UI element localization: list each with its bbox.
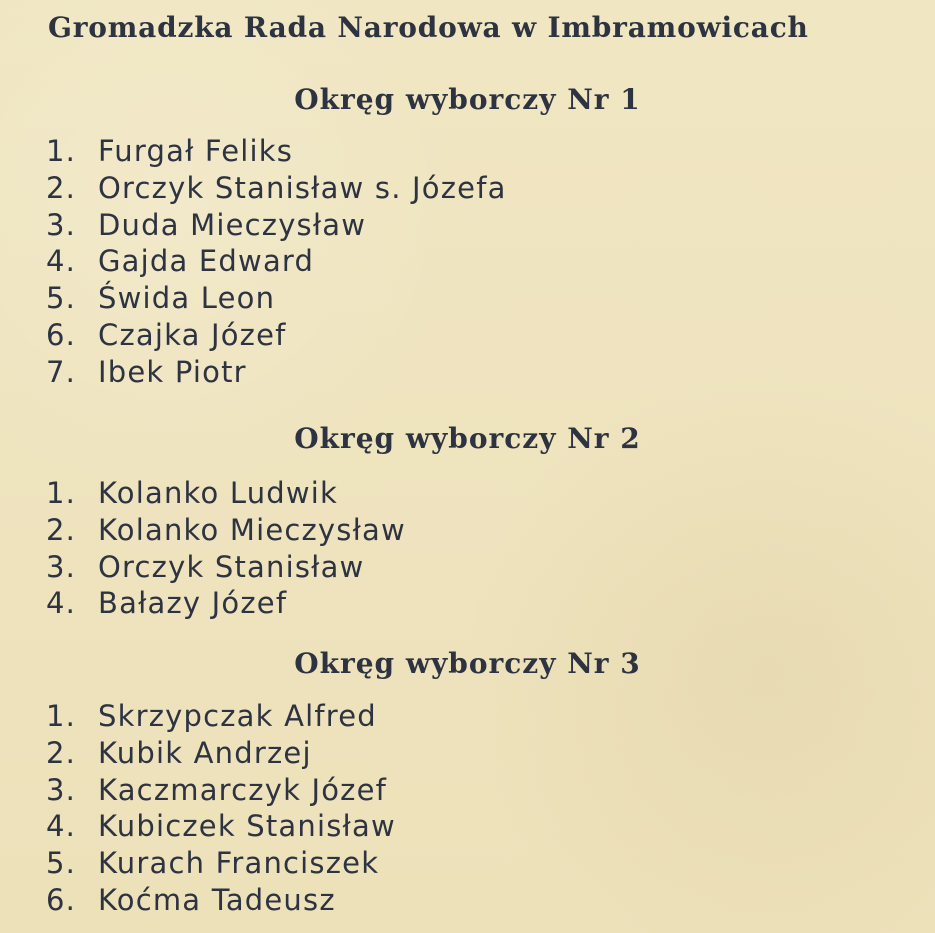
list-item <box>46 280 507 317</box>
item-number: 7. <box>46 354 77 389</box>
list-item <box>46 475 406 512</box>
item-number: 1. <box>46 134 77 168</box>
list-item <box>46 354 507 391</box>
member-name: Orczyk Stanisław <box>98 549 365 584</box>
item-number: 4. <box>46 809 77 844</box>
item-number: 4. <box>46 244 77 279</box>
item-number: 1. <box>46 476 77 510</box>
list-item <box>46 882 396 919</box>
list-item <box>46 512 406 549</box>
list-item <box>46 317 507 354</box>
member-name: Kurach Franciszek <box>98 846 380 881</box>
item-number: 3. <box>46 207 77 242</box>
member-name: Skrzypczak Alfred <box>98 699 377 733</box>
member-name: Kolanko Ludwik <box>98 476 339 510</box>
district-1-title: Okręg wyborczy Nr 1 <box>294 83 641 116</box>
list-item <box>46 170 507 207</box>
list-item <box>46 808 396 845</box>
item-number: 6. <box>46 882 77 917</box>
item-number: 6. <box>46 317 77 352</box>
member-name: Koćma Tadeusz <box>98 882 336 917</box>
member-name: Świda Leon <box>98 281 276 316</box>
item-number: 5. <box>46 281 77 316</box>
district-3-list <box>46 698 396 919</box>
district-1-list <box>46 133 507 391</box>
member-name: Duda Mieczysław <box>98 207 367 242</box>
member-name: Bałazy Józef <box>98 586 288 621</box>
list-item <box>46 207 507 244</box>
list-item <box>46 549 406 586</box>
item-number: 5. <box>46 846 77 881</box>
item-number: 3. <box>46 549 77 584</box>
member-name: Kolanko Mieczysław <box>98 512 406 547</box>
list-item <box>46 585 406 622</box>
list-item <box>46 133 507 170</box>
list-item <box>46 698 396 735</box>
member-name: Kubiczek Stanisław <box>98 809 396 844</box>
item-number: 2. <box>46 512 77 547</box>
member-name: Kaczmarczyk Józef <box>98 772 388 807</box>
member-name: Orczyk Stanisław s. Józefa <box>98 170 507 205</box>
member-name: Ibek Piotr <box>98 354 247 389</box>
member-name: Gajda Edward <box>98 244 315 279</box>
document-title: Gromadzka Rada Narodowa w Imbramowicach <box>48 11 809 44</box>
item-number: 3. <box>46 772 77 807</box>
item-number: 4. <box>46 586 77 621</box>
list-item <box>46 735 396 772</box>
member-name: Kubik Andrzej <box>98 735 312 770</box>
list-item <box>46 845 396 882</box>
list-item <box>46 772 396 809</box>
member-name: Furgał Feliks <box>98 134 294 168</box>
district-2-list <box>46 475 406 622</box>
item-number: 1. <box>46 699 77 733</box>
member-name: Czajka Józef <box>98 317 287 352</box>
item-number: 2. <box>46 735 77 770</box>
list-item <box>46 243 507 280</box>
district-3-title: Okręg wyborczy Nr 3 <box>294 647 641 680</box>
district-2-title: Okręg wyborczy Nr 2 <box>294 422 641 455</box>
item-number: 2. <box>46 170 77 205</box>
